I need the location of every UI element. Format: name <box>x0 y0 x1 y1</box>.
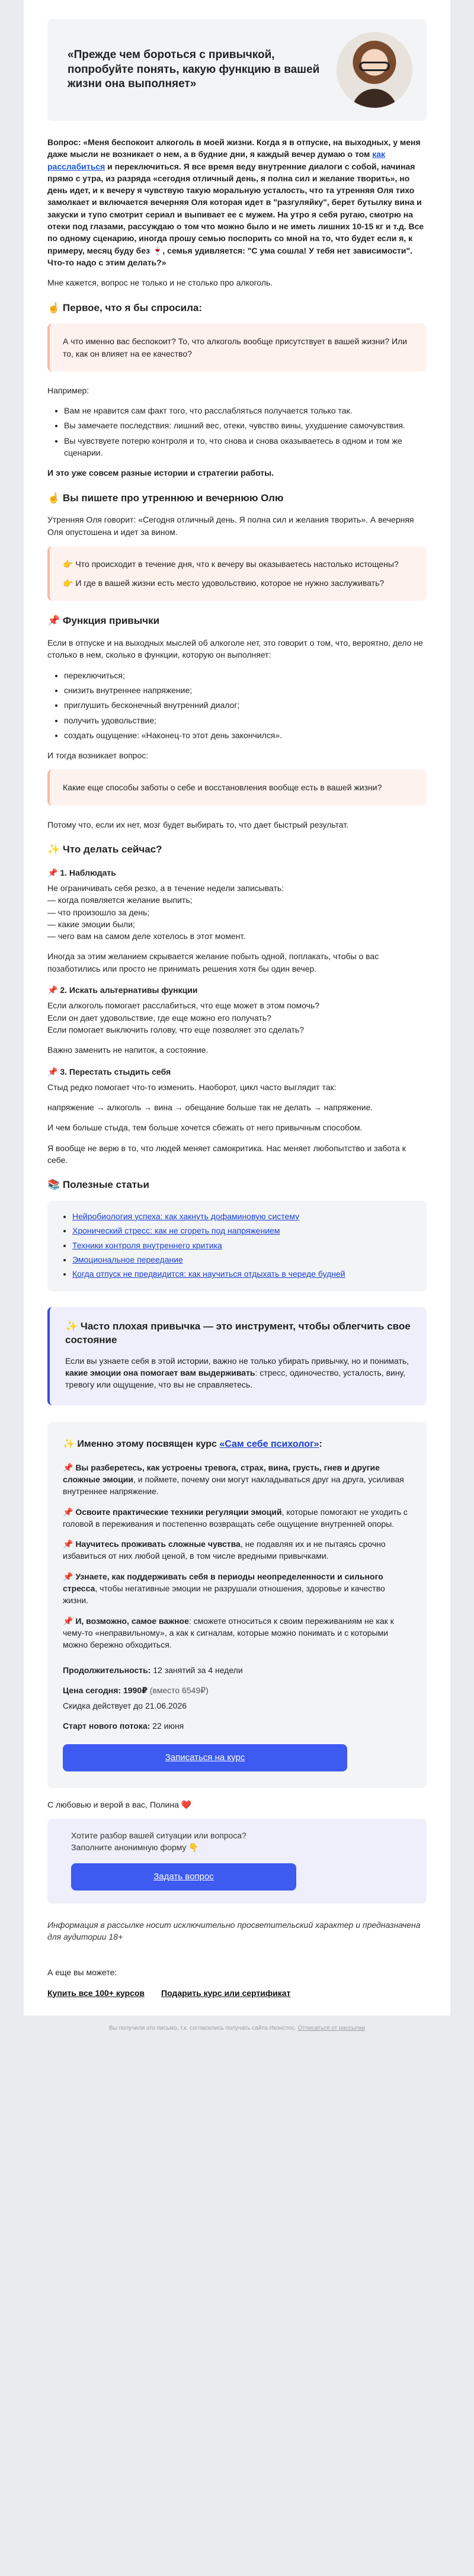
list-item: • Вы чувствуете потерю контроля и то, что снова и снова оказываетесь в одном и том же сценарии. <box>64 435 427 459</box>
course-price: Цена сегодня: 1990₽ (вместо 6549₽) <box>63 1685 209 1695</box>
function-list <box>47 669 427 741</box>
ask-line-2: Заполните анонимную форму 👇 <box>71 1843 199 1853</box>
list-item: • получить удовольствие; <box>64 715 427 726</box>
footer-text: Вы получили это письмо, т.к. согласились получать сайта Иконстос <box>108 2024 295 2032</box>
course-start: Старт нового потока: 22 июня <box>63 1721 184 1731</box>
example-lead: Например: <box>47 385 89 395</box>
ask-line-1: Хотите разбор вашей ситуации или вопроса? <box>71 1831 246 1841</box>
course-benefit: 📌 Вы разберетесь, как устроены тревога, страх, вина, грусть, гнев и другие сложные эмоции, и поймете, почему они могут накладываться друг на друга, усиливая внутреннее напряжение. <box>63 1462 404 1497</box>
habit-function-text: Если в отпуске и на выходных мыслей об алкоголе нет, это говорит о том, что, вероятно, дело не столько в нем, сколько в функции, которую он выполняет: <box>47 638 423 660</box>
habit-function-closing: Потому что, если их нет, мозг будет выбирать то, что дает быстрый результат. <box>47 819 349 829</box>
footer: Вы получили это письмо, т.к. согласились получать сайта Иконстос. Отписаться от рассылки <box>108 2024 366 2032</box>
disclaimer: Информация в рассылке носит исключительно просветительский характер и предназначена для аудитории 18+ <box>47 1920 421 1941</box>
signature: С любовью и верой в вас, Полина ❤️ <box>47 1799 192 1809</box>
enroll-button[interactable]: Записаться на курс <box>63 1744 347 1771</box>
section-morning-evening-title: ☝️ Вы пишете про утреннюю и вечернюю Олю <box>47 492 284 504</box>
step-3-cycle: напряжение → алкоголь → вина → обещание больше так не делать → напряжение. <box>47 1103 373 1113</box>
callout-first-question: А что именно вас беспокоит? То, что алкоголь вообще присутствует в вашей жизни? Или то, как он влияет на ее качество? <box>47 323 427 371</box>
course-benefit: 📌 И, возможно, самое важное: сможете относиться к своим переживаниям не как к чему-то «неправильному», а как к сигналам, которые можно понимать и с которыми можно бережно обходиться. <box>63 1616 394 1650</box>
more-title: А еще вы можете: <box>47 1968 117 1978</box>
header-title: «Прежде чем бороться с привычкой, попробуйте понять, какую функцию в вашей жизни она выполняет» <box>68 48 320 91</box>
ask-question-button[interactable]: Задать вопрос <box>71 1863 296 1891</box>
example-list <box>47 405 427 459</box>
buy-all-courses-link[interactable]: Купить все 100+ курсов <box>47 1988 145 1998</box>
relax-link[interactable]: как расслабиться <box>47 149 386 171</box>
reader-question: Вопрос: «Меня беспокоит алкоголь в моей жизни. Когда я в отпуске, на выходных, у меня даже мысли не возникает о нем, а в будние дни, я каждый вечер думаю о том как расслабиться и переключиться. Я все время веду внутренние диалоги с собой, начиная прямо с утра, из разряда «сегодня отличный день, я полна сил и желание творить», но день идет, и к вечеру я чувствую такую моральную усталость, что та утренняя Оля тихо замолкает и включается вечерняя Оля которая идет в "разгуляйку", берет бутылку вина и закуски и тупо смотрит сериал и выпивает ее с мужем. На утро я себя ругаю, смотрю на отеки под глазами, рассуждаю о том что можно было и не иметь лишних 10-15 кг и т.д. Все по одному сценарию, иногда прошу семью поспорить со мной на то, что будет если я, к примеру, месяц буду без 🍷, семья удивляется: "С ума сошла! У тебя нет зависимости". Что-то надо с этим делать?» <box>47 137 424 267</box>
section-first-question-title: ☝️ Первое, что я бы спросила: <box>47 302 203 313</box>
step-2-lines: Если алкоголь помогает расслабиться, что еще может в этом помочь? Если он дает удовольствие, где еще можно его получать? Если помогает выключить голову, что еще позволяет это сделать? <box>47 1001 319 1034</box>
course-meta <box>63 1664 411 1732</box>
gift-course-link[interactable]: Подарить курс или сертификат <box>161 1988 291 1998</box>
ask-question-box <box>47 1819 427 1904</box>
list-item: • переключиться; <box>64 669 427 681</box>
email-body <box>24 0 450 2016</box>
section-habit-function-title: 📌 Функция привычки <box>47 615 160 627</box>
article-link[interactable]: Эмоциональное переедание <box>72 1254 183 1264</box>
step-3-title: 📌 3. Перестать стыдить себя <box>47 1066 171 1076</box>
list-item: • Вам не нравится сам факт того, что расслабляться получается только так. <box>64 405 427 416</box>
list-item: • снизить внутреннее напряжение; <box>64 684 427 696</box>
unsubscribe-link[interactable]: Отписаться от рассылки <box>297 2024 366 2032</box>
step-1-lines: Не ограничивать себя резко, а в течение недели записывать: — когда появляется желание выпить; — что произошло за день; — какие эмоции были; — чего вам на самом деле хотелось в этот момент. <box>47 883 284 941</box>
articles-title: 📚 Полезные статьи <box>47 1179 149 1191</box>
step-3-note: И чем больше стыда, тем больше хочется сбежать от него привычным способом. <box>47 1123 363 1133</box>
insight-text: Если вы узнаете себя в этой истории, важно не только убирать привычку, но и понимать, какие эмоции она помогает вам выдерживать: стресс, одиночество, усталость, вину, тревогу или ощущение, что вы не справляетесь. <box>65 1356 409 1390</box>
course-title: ✨ Именно этому посвящен курс «Сам себе психолог»: <box>63 1438 322 1449</box>
morning-evening-text: Утренняя Оля говорит: «Сегодня отличный день. Я полна сил и желания творить». А вечерняя Оля опустошена и идет за вином. <box>47 515 414 537</box>
article-link[interactable]: Техники контроля внутреннего критика <box>72 1240 222 1250</box>
course-benefit: 📌 Узнаете, как поддерживать себя в периоды неопределенности и сильного стресса, чтобы негативные эмоции не разрушали отношения, здоровье и качество жизни. <box>63 1571 385 1606</box>
what-to-do-final: Я вообще не верю в то, что людей меняет самокритика. Нас меняет любопытство и забота к себе. <box>47 1143 406 1165</box>
habit-function-after: И тогда возникает вопрос: <box>47 751 149 761</box>
callout-self-care: Какие еще способы заботы о себе и восстановления вообще есть в вашей жизни? <box>47 770 427 805</box>
course-link[interactable]: «Сам себе психолог» <box>219 1438 319 1449</box>
step-2-note: Важно заменить не напиток, а состояние. <box>47 1045 209 1055</box>
header-card <box>47 19 427 121</box>
section-what-to-do-title: ✨ Что делать сейчас? <box>47 844 162 856</box>
list-item: • создать ощущение: «Наконец-то этот день закончился». <box>64 729 427 741</box>
course-discount: Скидка действует до 21.06.2026 <box>63 1701 187 1711</box>
more-links <box>47 1987 427 1999</box>
step-2-title: 📌 2. Искать альтернативы функции <box>47 985 198 995</box>
list-item: • приглушить бесконечный внутренний диалог; <box>64 699 427 711</box>
course-benefit: 📌 Научитесь проживать сложные чувства, не подавляя их и не пытаясь срочно избавиться от них любой ценой, в том числе вредными привычками. <box>63 1539 386 1561</box>
step-1-note: Иногда за этим желанием скрывается желание побыть одной, поплакать, чтобы о вас позаботились или просто не принимать решения хотя бы один вечер. <box>47 951 379 973</box>
author-avatar <box>337 32 412 108</box>
list-item: • Вы замечаете последствия: лишний вес, отеки, чувство вины, ухудшение самочувствия. <box>64 419 427 431</box>
article-link[interactable]: Нейробиология успеха: как хакнуть дофаминовую систему <box>72 1211 300 1221</box>
insight-box <box>47 1307 427 1405</box>
course-benefit: 📌 Освоите практические техники регуляции эмоций, которые помогают не уходить с головой в переживания и постепенно возвращать себе ощущение внутренней опоры. <box>63 1507 408 1529</box>
insight-title: ✨ Часто плохая привычка — это инструмент, чтобы облегчить свое состояние <box>65 1321 411 1345</box>
article-link[interactable]: Хронический стресс: как не сгореть под напряжением <box>72 1226 280 1236</box>
callout-morning-evening: 👉 Что происходит в течение дня, что к вечеру вы оказываетесь настолько истощены? 👉 И где в вашей жизни есть место удовольствию, которое не нужно заслуживать? <box>47 546 427 601</box>
articles-box <box>47 1201 427 1292</box>
course-box <box>47 1422 427 1788</box>
course-duration: Продолжительность: 12 занятий за 4 недели <box>63 1665 243 1675</box>
article-link[interactable]: Когда отпуск не предвидится: как научиться отдыхать в череде будней <box>72 1269 345 1279</box>
step-3-text: Стыд редко помогает что-то изменить. Наоборот, цикл часто выглядит так: <box>47 1082 337 1092</box>
step-1-title: 📌 1. Наблюдать <box>47 867 116 877</box>
reply-intro: Мне кажется, вопрос не только и не столько про алкоголь. <box>47 278 273 288</box>
section-conclusion: И это уже совсем разные истории и стратегии работы. <box>47 468 274 478</box>
